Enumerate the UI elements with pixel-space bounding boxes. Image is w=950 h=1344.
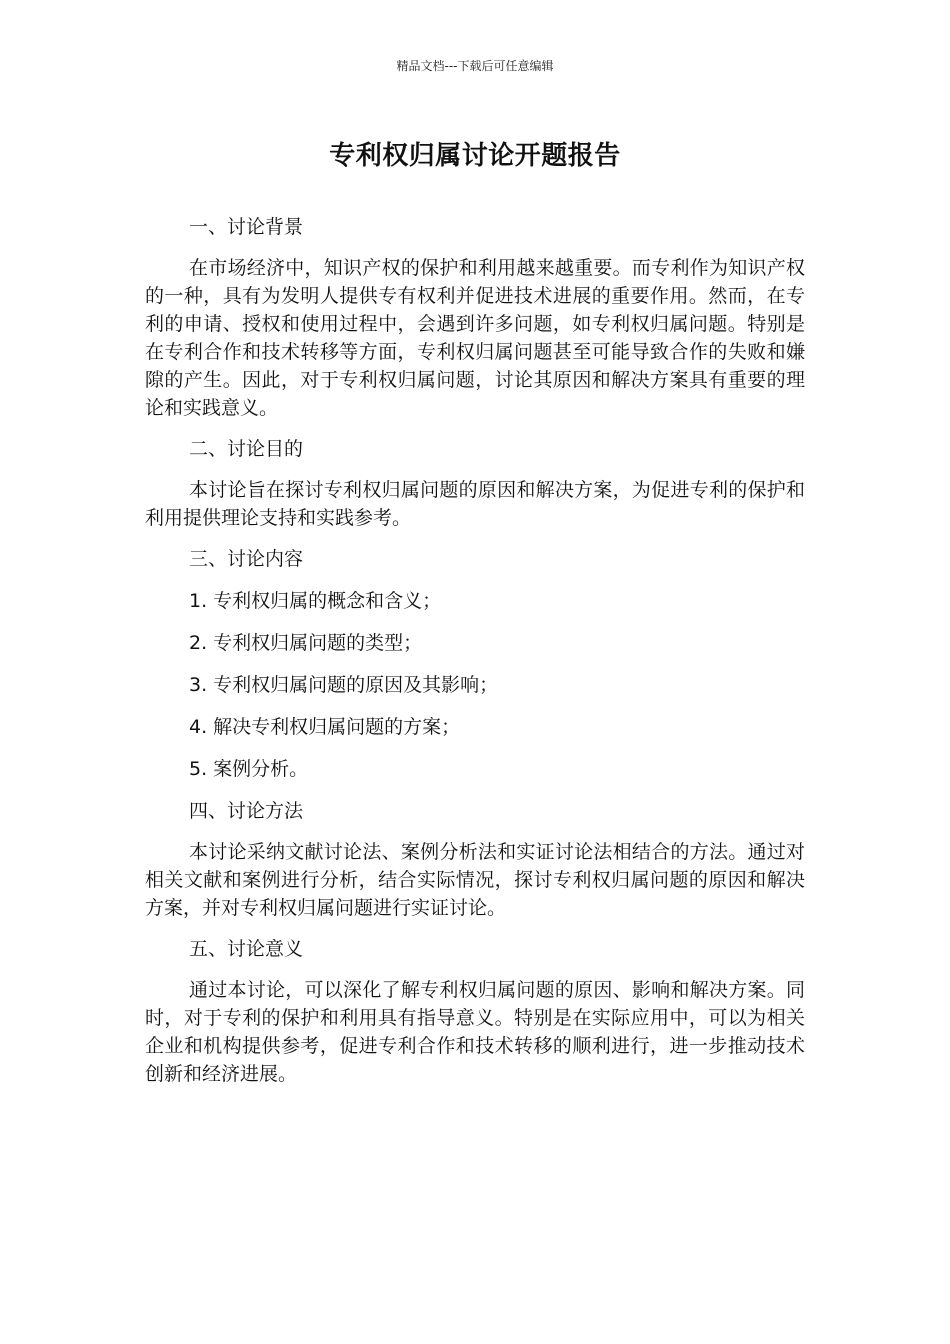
- section-heading-background: 一、讨论背景: [189, 216, 304, 238]
- section-paragraph-significance: 通过本讨论，可以深化了解专利权归属问题的原因、影响和解决方案。同时，对于专利的保护和利用具有指导意义。特别是在实际应用中，可以为相关企业和机构提供参考，促进专利合作和技术转移的顺利进行，进一步推动技术创新和经济进展。: [145, 979, 805, 1085]
- list-item: 5. 案例分析。: [189, 758, 309, 780]
- list-item: 3. 专利权归属问题的原因及其影响；: [189, 674, 499, 696]
- list-item: 1. 专利权归属的概念和含义；: [189, 590, 442, 612]
- section-heading-content: 三、讨论内容: [189, 548, 304, 570]
- page-header-watermark: 精品文档---下载后可任意编辑: [396, 59, 554, 73]
- section-heading-method: 四、讨论方法: [189, 800, 304, 822]
- document-title: 专利权归属讨论开题报告: [329, 141, 621, 171]
- list-item: 4. 解决专利权归属问题的方案；: [189, 716, 461, 738]
- list-item: 2. 专利权归属问题的类型；: [189, 632, 423, 654]
- section-heading-purpose: 二、讨论目的: [189, 438, 304, 460]
- document-body: [145, 212, 805, 1100]
- section-paragraph-method: 本讨论采纳文献讨论法、案例分析法和实证讨论法相结合的方法。通过对相关文献和案例进行分析，结合实际情况，探讨专利权归属问题的原因和解决方案，并对专利权归属问题进行实证讨论。: [145, 841, 805, 919]
- section-paragraph-purpose: 本讨论旨在探讨专利权归属问题的原因和解决方案，为促进专利的保护和利用提供理论支持和实践参考。: [145, 479, 805, 529]
- section-paragraph-background: 在市场经济中，知识产权的保护和利用越来越重要。而专利作为知识产权的一种，具有为发明人提供专有权利并促进技术进展的重要作用。然而，在专利的申请、授权和使用过程中，会遇到许多问题，如专利权归属问题。特别是在专利合作和技术转移等方面，专利权归属问题甚至可能导致合作的失败和嫌隙的产生。因此，对于专利权归属问题，讨论其原因和解决方案具有重要的理论和实践意义。: [145, 257, 805, 419]
- section-heading-significance: 五、讨论意义: [189, 938, 304, 960]
